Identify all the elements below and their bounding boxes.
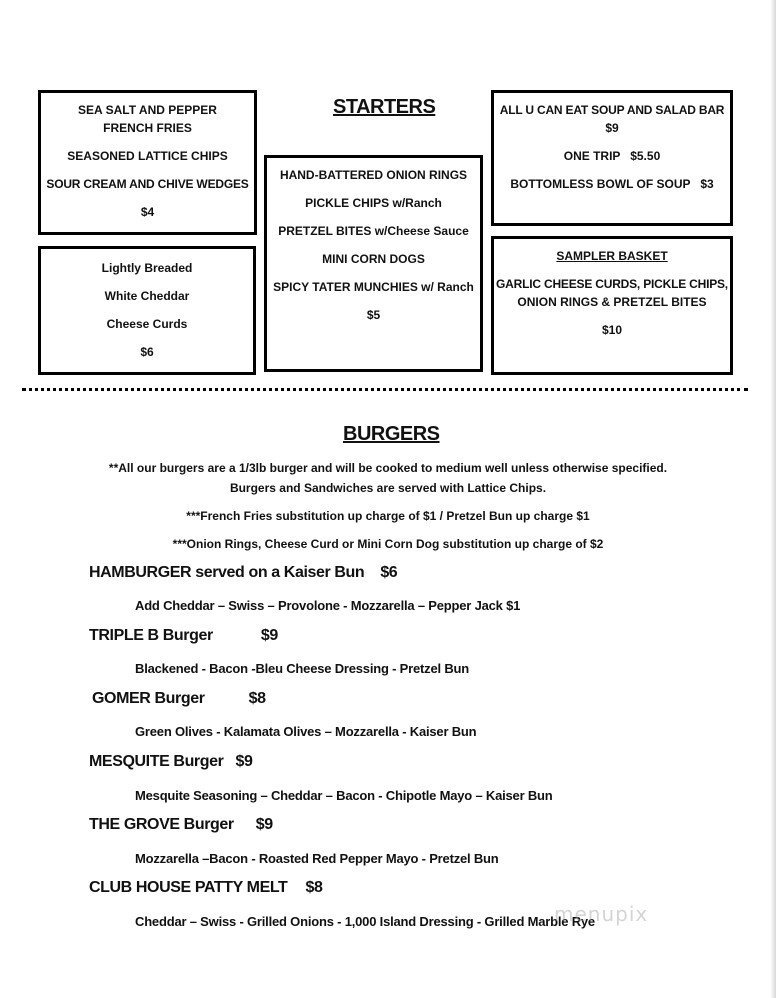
fries-line-1: SEA SALT AND PEPPER bbox=[78, 103, 217, 117]
burger-title-triple-b bbox=[89, 627, 278, 645]
burger-name: CLUB HOUSE PATTY MELT bbox=[89, 879, 288, 896]
burger-price: $9 bbox=[255, 816, 273, 833]
burger-price: $9 bbox=[235, 753, 253, 770]
burger-title-gomer bbox=[92, 690, 266, 708]
burger-title-grove bbox=[89, 816, 273, 834]
burger-price: $9 bbox=[260, 627, 278, 644]
soup-salad-box bbox=[491, 90, 733, 226]
sampler-line-1: GARLIC CHEESE CURDS, PICKLE CHIPS, bbox=[496, 277, 728, 291]
soup-line-1: ALL U CAN EAT SOUP AND SALAD BAR bbox=[499, 103, 725, 117]
burger-desc-grove: Mozzarella –Bacon - Roasted Red Pepper Mayo - Pretzel Bun bbox=[135, 851, 499, 866]
center-price: $5 bbox=[366, 308, 381, 322]
sampler-title: SAMPLER BASKET bbox=[556, 249, 668, 263]
center-starters-box bbox=[264, 155, 483, 372]
center-line-4: MINI CORN DOGS bbox=[322, 252, 425, 266]
curds-line-1: Lightly Breaded bbox=[101, 261, 193, 275]
sampler-box bbox=[491, 236, 733, 375]
burger-desc-mesquite: Mesquite Seasoning – Cheddar – Bacon - Chipotle Mayo – Kaiser Bun bbox=[135, 788, 553, 803]
curds-box bbox=[38, 246, 256, 375]
center-line-5: SPICY TATER MUNCHIES w/ Ranch bbox=[273, 280, 474, 294]
soup-line-3: BOTTOMLESS BOWL OF SOUP $3 bbox=[510, 177, 714, 191]
burger-name: THE GROVE Burger bbox=[89, 816, 234, 833]
fries-line-3: SEASONED LATTICE CHIPS bbox=[67, 149, 228, 163]
center-line-2: PICKLE CHIPS w/Ranch bbox=[305, 196, 442, 210]
curds-line-3: Cheese Curds bbox=[106, 317, 188, 331]
fries-line-4: SOUR CREAM AND CHIVE WEDGES bbox=[46, 177, 249, 191]
burgers-note-4: ***Onion Rings, Cheese Curd or Mini Corn Dog substitution up charge of $2 bbox=[172, 537, 604, 551]
soup-price-1: $9 bbox=[605, 121, 619, 135]
sampler-line-2: ONION RINGS & PRETZEL BITES bbox=[517, 295, 707, 309]
burger-price: $8 bbox=[305, 879, 323, 896]
burger-name: HAMBURGER served on a Kaiser Bun bbox=[89, 564, 365, 581]
center-line-1: HAND-BATTERED ONION RINGS bbox=[279, 168, 468, 182]
fries-line-2: FRENCH FRIES bbox=[103, 121, 192, 135]
fries-box bbox=[38, 90, 257, 235]
burger-title-mesquite bbox=[89, 753, 253, 771]
sampler-price: $10 bbox=[601, 323, 623, 337]
burger-name: TRIPLE B Burger bbox=[89, 627, 213, 644]
soup-line-2: ONE TRIP $5.50 bbox=[563, 149, 661, 163]
section-divider bbox=[22, 388, 748, 391]
curds-price: $6 bbox=[140, 345, 154, 359]
burger-title-hamburger bbox=[89, 564, 397, 582]
burger-desc-gomer: Green Olives - Kalamata Olives – Mozzarella - Kaiser Bun bbox=[135, 724, 477, 739]
curds-line-2: White Cheddar bbox=[104, 289, 190, 303]
starters-title: STARTERS bbox=[333, 96, 436, 118]
center-line-3: PRETZEL BITES w/Cheese Sauce bbox=[278, 224, 469, 238]
burger-name: GOMER Burger bbox=[92, 690, 205, 707]
fries-price: $4 bbox=[140, 205, 155, 219]
burger-desc-hamburger: Add Cheddar – Swiss – Provolone - Mozzarella – Pepper Jack $1 bbox=[135, 598, 521, 613]
burger-price: $6 bbox=[380, 564, 398, 581]
burgers-note-3: ***French Fries substitution up charge of $1 / Pretzel Bun up charge $1 bbox=[186, 509, 590, 523]
page-edge-shadow bbox=[770, 0, 776, 998]
burger-title-patty-melt bbox=[89, 879, 322, 897]
watermark-logo: menupix bbox=[554, 902, 649, 926]
burgers-note-2: Burgers and Sandwiches are served with Lattice Chips. bbox=[229, 481, 547, 495]
burger-desc-triple-b: Blackened - Bacon -Bleu Cheese Dressing - Pretzel Bun bbox=[135, 661, 469, 676]
burgers-title: BURGERS bbox=[343, 423, 440, 445]
burgers-note-1: **All our burgers are a 1/3lb burger and will be cooked to medium well unless otherwise specified. bbox=[108, 461, 668, 475]
burger-name: MESQUITE Burger bbox=[89, 753, 224, 770]
burger-price: $8 bbox=[248, 690, 266, 707]
burger-desc-patty-melt: Cheddar – Swiss - Grilled Onions - 1,000 Island Dressing - Grilled Marble Rye bbox=[135, 914, 595, 929]
